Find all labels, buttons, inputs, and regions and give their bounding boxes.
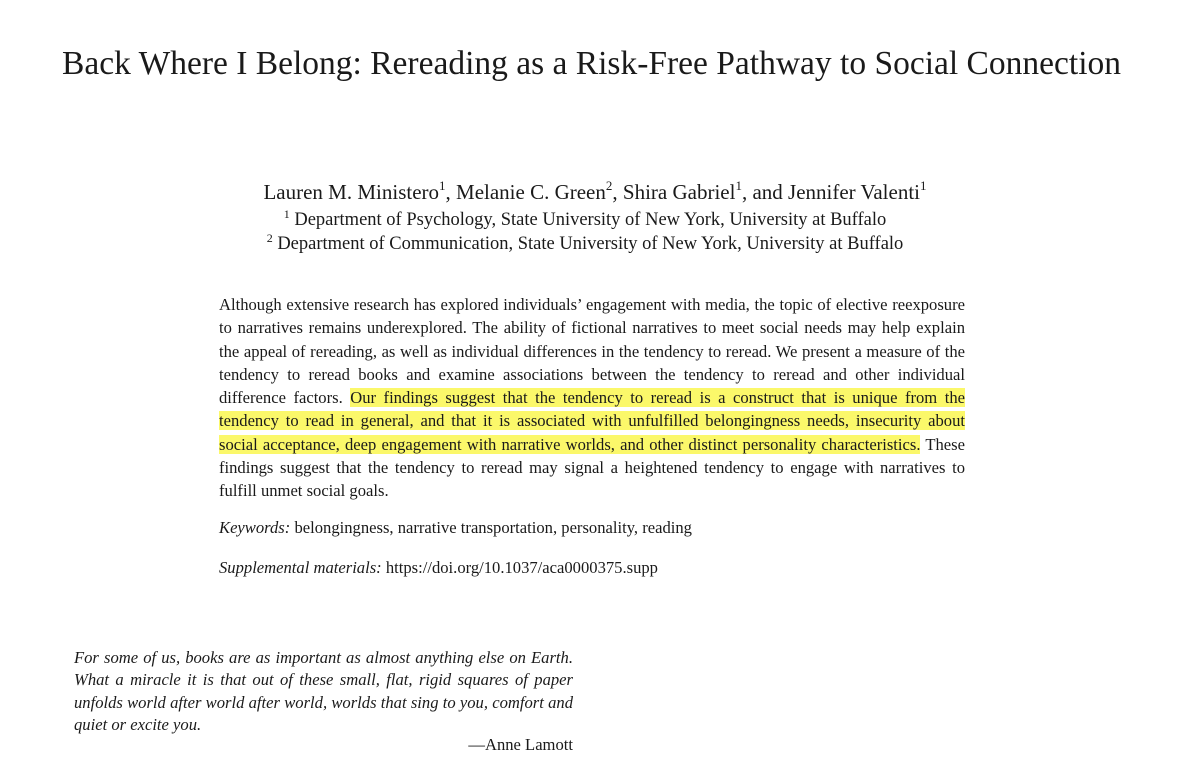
author-affiliation-mark: 1 [735, 178, 742, 193]
author-name: Lauren M. Ministero [263, 180, 440, 204]
affiliation-line [0, 232, 1170, 256]
author-list [0, 178, 1190, 206]
abstract-text: Although extensive research has explored individuals’ engagement with media, the topic of elective reexposure to narratives remains underexplored. The ability of fictional narratives to meet social needs may help explain the appeal of rereading, as well as individual differences in the tendency to reread. We present a measure of the tendency to reread books and examine associations between the tendency to reread and other individual difference factors. [219, 295, 965, 408]
affiliation-number: 2 [266, 231, 273, 245]
abstract [219, 293, 965, 503]
author-separator: , and [741, 180, 789, 204]
epigraph-attribution: —Anne Lamott [468, 735, 573, 754]
supplemental-materials [219, 556, 658, 579]
abstract-highlighted-text: Our findings suggest that the tendency to reread is a construct that is unique from the tendency to read in general, and that it is associated with unfulfilled belongingness needs, insecurity about social acceptance, deep engagement with narrative worlds, and other distinct personality characteristics. [219, 388, 965, 454]
supplemental-label: Supplemental materials: [219, 558, 382, 577]
affiliation-line [0, 208, 1170, 232]
keywords-value: belongingness, narrative transportation, personality, reading [294, 518, 692, 537]
abstract-text: These findings suggest that the tendency to reread may signal a heightened tendency to engage with narratives to fulfill unmet social goals. [219, 434, 965, 501]
affiliation-text: Department of Psychology, State University of New York, University at Buffalo [294, 210, 887, 230]
author-name: Jennifer Valenti [788, 180, 921, 204]
author-name: Shira Gabriel [622, 180, 736, 204]
author-name: Melanie C. Green [456, 180, 606, 204]
keywords-label: Keywords: [219, 518, 291, 537]
author-separator: , [612, 180, 623, 204]
supplemental-link[interactable]: https://doi.org/10.1037/aca0000375.supp [385, 558, 658, 577]
author-affiliation-mark: 1 [920, 178, 927, 193]
keywords [219, 516, 692, 539]
author-affiliation-mark: 2 [605, 178, 613, 193]
affiliation-number: 1 [283, 207, 290, 221]
affiliation-text: Department of Communication, State University of New York, University at Buffalo [277, 234, 904, 254]
paper-title: Back Where I Belong: Rereading as a Risk-Free Pathway to Social Connection [61, 45, 1121, 82]
author-separator: , [445, 180, 457, 204]
author-affiliation-mark: 1 [439, 178, 446, 193]
epigraph-quote: For some of us, books are as important as almost anything else on Earth. What a miracle it is that out of these small, flat, rigid squares of paper unfolds world after world after world, worlds that sing to you, comfort and quiet or excite you. [74, 648, 573, 734]
